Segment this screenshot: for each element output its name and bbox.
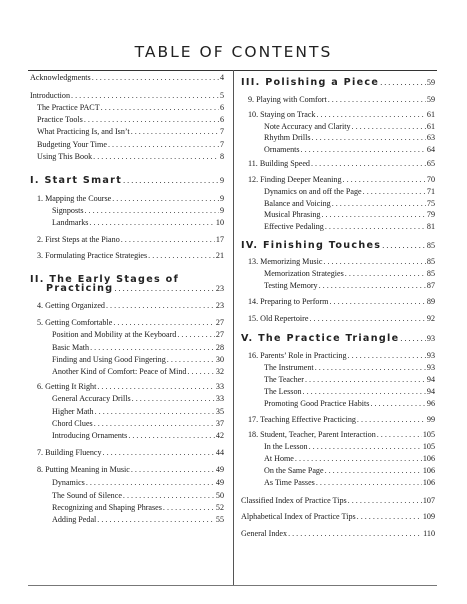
entry-page: 106 (422, 478, 435, 487)
dot-leader (131, 464, 215, 475)
entry-page: 87 (426, 281, 435, 290)
part-1-entry (52, 217, 224, 228)
entry-title: Finding and Using Good Fingering (52, 355, 166, 364)
entry-page: 35 (215, 407, 224, 416)
part-3-entry (264, 121, 435, 132)
entry-title: Chord Clues (52, 419, 93, 428)
entry-title: General Accuracy Drills (52, 394, 131, 403)
entry-title: Basic Math (52, 343, 90, 352)
part-3-entry (248, 158, 435, 169)
entry-title: Ornaments (264, 145, 300, 154)
part-2-entry (52, 366, 224, 377)
entry-page: 105 (422, 430, 435, 439)
part-5-entry (248, 414, 435, 425)
part-2-heading-line1: II. The Early Stages of (30, 274, 180, 285)
front-matter-entry (30, 90, 224, 101)
bottom-rule (28, 585, 437, 586)
dot-leader (121, 234, 215, 245)
part-1-entry (37, 234, 224, 245)
entry-title: 1. Mapping the Course (37, 194, 112, 203)
part-2-entry (52, 418, 224, 429)
front-matter-entry (30, 72, 224, 83)
entry-title: Balance and Voicing (264, 199, 331, 208)
dot-leader (328, 94, 426, 105)
dot-leader (131, 126, 219, 137)
entry-title: The Practice PACT (37, 103, 100, 112)
dot-leader (97, 381, 215, 392)
entry-page: 50 (215, 491, 224, 500)
entry-title: Alphabetical Index of Practice Tips (241, 512, 356, 521)
part-5-entry (248, 429, 435, 440)
entry-page: 8 (219, 152, 224, 161)
entry-title: Recognizing and Shaping Phrases (52, 503, 162, 512)
entry-page: 75 (426, 199, 435, 208)
entry-title: 5. Getting Comfortable (37, 318, 113, 327)
entry-page: 49 (215, 478, 224, 487)
dot-leader (343, 174, 426, 185)
dot-leader (301, 144, 426, 155)
entry-title: 12. Finding Deeper Meaning (248, 175, 342, 184)
entry-page: 70 (426, 175, 435, 184)
entry-page: 59 (426, 95, 435, 104)
part-3-entry (264, 198, 435, 209)
section-page: 59 (426, 78, 435, 87)
dot-leader (97, 514, 215, 525)
entry-title: On the Same Page (264, 466, 324, 475)
dot-leader (288, 528, 422, 539)
entry-title: 18. Student, Teacher, Parent Interaction (248, 430, 376, 439)
entry-page: 109 (422, 512, 435, 521)
entry-page: 9 (219, 194, 224, 203)
entry-page: 6 (219, 115, 224, 124)
part-5-entry (264, 477, 435, 488)
section-heading: I. Start Smart (30, 175, 123, 186)
front-matter-entry (37, 139, 224, 150)
page-title: TABLE OF CONTENTS (134, 43, 333, 61)
dot-leader (112, 193, 219, 204)
part-3-entry (248, 94, 435, 105)
dot-leader (357, 414, 426, 425)
entry-title: Signposts (52, 206, 84, 215)
dot-leader (309, 313, 425, 324)
dot-leader (325, 221, 426, 232)
entry-page: 71 (426, 187, 435, 196)
dot-leader (90, 342, 215, 353)
dot-leader (329, 296, 425, 307)
dot-leader (167, 354, 215, 365)
part-2-entry (52, 342, 224, 353)
part-2-entry (52, 502, 224, 513)
part-3-entry (248, 174, 435, 185)
entry-title: 9. Playing with Comfort (248, 95, 327, 104)
dot-leader (106, 300, 215, 311)
entry-title: The Sound of Silence (52, 491, 122, 500)
part-2-entry (52, 354, 224, 365)
entry-title: Rhythm Drills (264, 133, 311, 142)
entry-page: 96 (426, 399, 435, 408)
entry-title: 10. Staying on Track (248, 110, 316, 119)
entry-title: Practice Tools (37, 115, 83, 124)
dot-leader (128, 430, 215, 441)
entry-title: 15. Old Repertoire (248, 314, 309, 323)
entry-page: 81 (426, 222, 435, 231)
dot-leader (305, 374, 426, 385)
entry-title: General Index (241, 529, 288, 538)
dot-leader (312, 132, 426, 143)
entry-title: 14. Preparing to Perform (248, 297, 329, 306)
entry-page: 23 (215, 301, 224, 310)
entry-page: 99 (426, 415, 435, 424)
entry-page: 107 (422, 496, 435, 505)
part-3-entry (264, 144, 435, 155)
entry-page: 106 (422, 454, 435, 463)
dot-leader (95, 406, 215, 417)
dot-leader (319, 280, 426, 291)
index-entry (241, 528, 435, 539)
entry-page: 85 (426, 257, 435, 266)
entry-title: Another Kind of Comfort: Peace of Mind (52, 367, 187, 376)
entry-page: 33 (215, 382, 224, 391)
part-2-entry (52, 430, 224, 441)
part-2-entry (52, 406, 224, 417)
part-5-entry (264, 441, 435, 452)
dot-leader (348, 350, 426, 361)
part-3-entry (264, 186, 435, 197)
entry-page: 61 (426, 110, 435, 119)
part-5-entry (264, 374, 435, 385)
part-2-entry (37, 464, 224, 475)
entry-page: 110 (423, 529, 435, 538)
entry-title: 7. Building Fluency (37, 448, 102, 457)
dot-leader (348, 495, 422, 506)
part-1-heading (30, 174, 224, 187)
entry-page: 27 (215, 330, 224, 339)
part-1-entry (37, 250, 224, 261)
entry-page: 85 (426, 269, 435, 278)
part-2-entry (52, 477, 224, 488)
column-divider (233, 70, 234, 585)
part-5-entry (264, 398, 435, 409)
entry-page: 32 (215, 367, 224, 376)
dot-leader (382, 239, 426, 252)
entry-title: What Practicing Is, and Isn’t (37, 127, 130, 136)
entry-title: As Time Passes (264, 478, 315, 487)
entry-page: 4 (219, 73, 224, 82)
part-4-heading (241, 239, 435, 252)
part-2-entry (37, 300, 224, 311)
entry-page: 49 (215, 465, 224, 474)
section-page: 85 (426, 241, 435, 250)
dot-leader (345, 268, 426, 279)
dot-leader (377, 429, 422, 440)
part-4-entry (248, 313, 435, 324)
dot-leader (103, 447, 215, 458)
entry-title: Adding Pedal (52, 515, 97, 524)
entry-title: Introduction (30, 91, 71, 100)
entry-title: Promoting Good Practice Habits (264, 399, 370, 408)
dot-leader (321, 209, 425, 220)
entry-title: Classified Index of Practice Tips (241, 496, 347, 505)
part-2-entry (37, 447, 224, 458)
part-3-heading (241, 76, 435, 89)
entry-title: In the Lesson (264, 442, 308, 451)
part-5-entry (264, 453, 435, 464)
entry-page: 28 (215, 343, 224, 352)
entry-title: 11. Building Speed (248, 159, 310, 168)
entry-title: 8. Putting Meaning in Music (37, 465, 130, 474)
dot-leader (132, 393, 215, 404)
part-3-entry (264, 209, 435, 220)
dot-leader (177, 329, 215, 340)
entry-title: Dynamics (52, 478, 85, 487)
entry-page: 7 (219, 140, 224, 149)
dot-leader (400, 332, 426, 345)
dot-leader (316, 109, 425, 120)
section-heading: III. Polishing a Piece (241, 77, 380, 88)
entry-page: 92 (426, 314, 435, 323)
dot-leader (303, 386, 426, 397)
entry-page: 79 (426, 210, 435, 219)
entry-title: Landmarks (52, 218, 89, 227)
entry-title: Note Accuracy and Clarity (264, 122, 351, 131)
dot-leader (323, 256, 425, 267)
dot-leader (363, 186, 426, 197)
part-1-entry (52, 205, 224, 216)
dot-leader (316, 477, 422, 488)
part-4-entry (264, 280, 435, 291)
entry-page: 17 (215, 235, 224, 244)
dot-leader (163, 502, 215, 513)
dot-leader (84, 114, 219, 125)
dot-leader (325, 465, 422, 476)
part-4-entry (248, 256, 435, 267)
entry-page: 89 (426, 297, 435, 306)
entry-page: 21 (215, 251, 224, 260)
entry-page: 64 (426, 145, 435, 154)
dot-leader (93, 151, 219, 162)
entry-page: 55 (215, 515, 224, 524)
dot-leader (71, 90, 219, 101)
part-2-entry (37, 317, 224, 328)
entry-page: 7 (219, 127, 224, 136)
entry-page: 93 (426, 363, 435, 372)
dot-leader (148, 250, 215, 261)
entry-title: Higher Math (52, 407, 94, 416)
index-entry (241, 511, 435, 522)
part-2-heading (46, 282, 224, 295)
entry-title: 17. Teaching Effective Practicing (248, 415, 356, 424)
entry-page: 10 (215, 218, 224, 227)
entry-page: 30 (215, 355, 224, 364)
entry-page: 9 (219, 206, 224, 215)
entry-title: Using This Book (37, 152, 93, 161)
part-2-entry (52, 514, 224, 525)
part-3-entry (248, 109, 435, 120)
entry-page: 94 (426, 375, 435, 384)
entry-title: The Lesson (264, 387, 302, 396)
part-1-entry (37, 193, 224, 204)
section-heading: Practicing (46, 283, 114, 294)
part-5-entry (264, 386, 435, 397)
entry-title: Acknowledgments (30, 73, 91, 82)
entry-title: At Home (264, 454, 294, 463)
dot-leader (114, 282, 214, 295)
part-5-entry (264, 362, 435, 373)
part-5-entry (248, 350, 435, 361)
entry-page: 93 (426, 351, 435, 360)
part-4-entry (248, 296, 435, 307)
section-heading: V. The Practice Triangle (241, 333, 400, 344)
entry-title: Memorization Strategies (264, 269, 344, 278)
dot-leader (113, 317, 215, 328)
entry-page: 61 (426, 122, 435, 131)
entry-title: 2. First Steps at the Piano (37, 235, 120, 244)
section-heading: IV. Finishing Touches (241, 240, 382, 251)
dot-leader (187, 366, 214, 377)
entry-title: Introducing Ornaments (52, 431, 128, 440)
part-5-heading (241, 332, 435, 345)
dot-leader (311, 158, 426, 169)
entry-title: The Teacher (264, 375, 304, 384)
part-4-entry (264, 268, 435, 279)
entry-title: Testing Memory (264, 281, 318, 290)
dot-leader (85, 205, 219, 216)
front-matter-entry (37, 114, 224, 125)
entry-title: Effective Pedaling (264, 222, 324, 231)
section-page: 9 (219, 176, 224, 185)
entry-title: 16. Parents’ Role in Practicing (248, 351, 347, 360)
entry-title: 3. Formulating Practice Strategies (37, 251, 148, 260)
section-page: 23 (215, 284, 224, 293)
front-matter-entry (37, 151, 224, 162)
part-3-entry (264, 221, 435, 232)
entry-page: 105 (422, 442, 435, 451)
dot-leader (86, 477, 215, 488)
part-2-entry (52, 490, 224, 501)
dot-leader (332, 198, 426, 209)
part-5-entry (264, 465, 435, 476)
dot-leader (94, 418, 215, 429)
entry-title: Position and Mobility at the Keyboard (52, 330, 177, 339)
entry-page: 42 (215, 431, 224, 440)
entry-title: Budgeting Your Time (37, 140, 107, 149)
entry-title: 6. Getting It Right (37, 382, 97, 391)
entry-title: The Instrument (264, 363, 314, 372)
dot-leader (89, 217, 214, 228)
section-page: 93 (426, 334, 435, 343)
entry-page: 27 (215, 318, 224, 327)
dot-leader (357, 511, 422, 522)
part-3-entry (264, 132, 435, 143)
entry-page: 65 (426, 159, 435, 168)
part-2-entry (52, 329, 224, 340)
entry-page: 5 (219, 91, 224, 100)
entry-page: 63 (426, 133, 435, 142)
front-matter-entry (37, 126, 224, 137)
dot-leader (309, 441, 422, 452)
entry-title: 13. Memorizing Music (248, 257, 323, 266)
entry-title: Dynamics on and off the Page (264, 187, 362, 196)
entry-page: 33 (215, 394, 224, 403)
dot-leader (352, 121, 426, 132)
dot-leader (123, 490, 215, 501)
part-2-entry (52, 393, 224, 404)
part-2-entry (37, 381, 224, 392)
entry-page: 6 (219, 103, 224, 112)
entry-page: 106 (422, 466, 435, 475)
front-matter-entry (37, 102, 224, 113)
dot-leader (92, 72, 219, 83)
entry-page: 52 (215, 503, 224, 512)
dot-leader (295, 453, 422, 464)
dot-leader (380, 76, 426, 89)
index-entry (241, 495, 435, 506)
entry-title: Musical Phrasing (264, 210, 321, 219)
entry-page: 37 (215, 419, 224, 428)
entry-page: 94 (426, 387, 435, 396)
dot-leader (101, 102, 219, 113)
dot-leader (108, 139, 219, 150)
dot-leader (123, 174, 219, 187)
dot-leader (370, 398, 425, 409)
entry-page: 44 (215, 448, 224, 457)
dot-leader (315, 362, 426, 373)
entry-title: 4. Getting Organized (37, 301, 105, 310)
